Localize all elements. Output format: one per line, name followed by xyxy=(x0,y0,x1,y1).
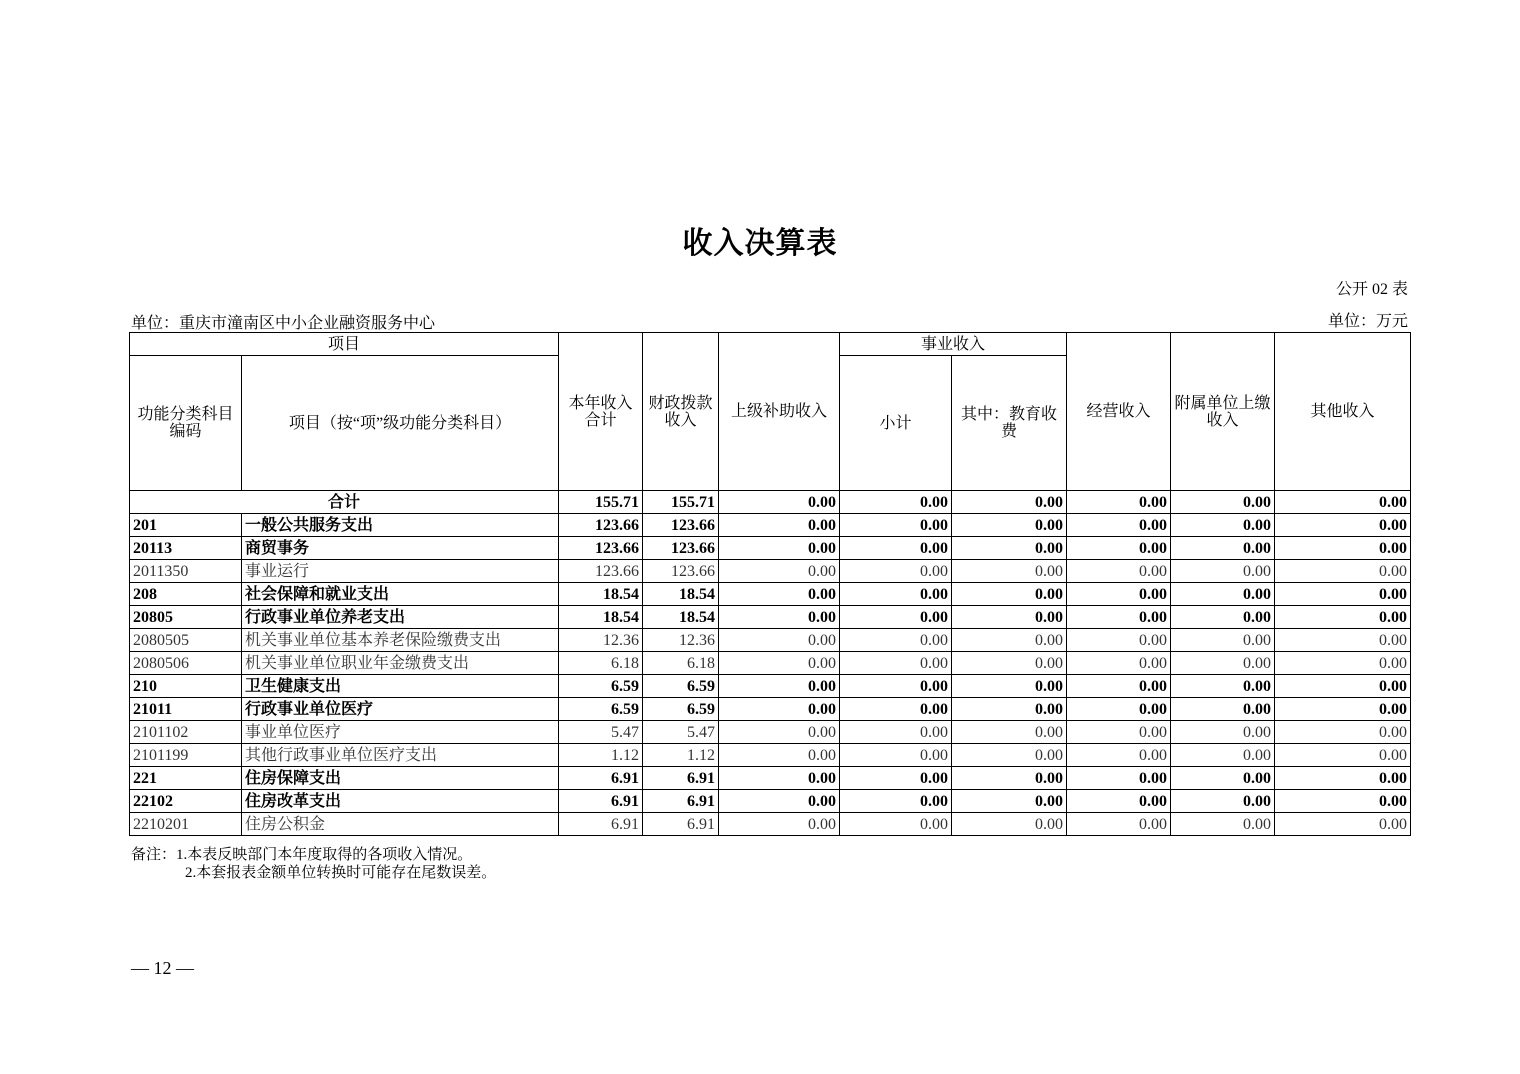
row-code: 201 xyxy=(130,514,242,537)
row-value: 0.00 xyxy=(719,560,840,583)
row-value: 6.91 xyxy=(643,790,719,813)
page-number: — 12 — xyxy=(131,958,194,978)
header-superior: 上级补助收入 xyxy=(719,333,840,491)
table-body xyxy=(130,491,1411,836)
row-value: 6.59 xyxy=(643,675,719,698)
table-row xyxy=(130,744,1411,767)
row-value: 0.00 xyxy=(1171,514,1275,537)
row-value: 0.00 xyxy=(1275,813,1411,836)
total-cell: 0.00 xyxy=(840,491,952,514)
row-value: 0.00 xyxy=(1275,583,1411,606)
table-row xyxy=(130,606,1411,629)
header-fiscal: 财政拨款收入 xyxy=(643,333,719,491)
row-value: 0.00 xyxy=(1067,629,1171,652)
row-value: 18.54 xyxy=(643,606,719,629)
row-value: 6.91 xyxy=(643,813,719,836)
row-value: 0.00 xyxy=(1171,721,1275,744)
row-value: 0.00 xyxy=(1171,583,1275,606)
row-value: 0.00 xyxy=(1275,606,1411,629)
row-value: 123.66 xyxy=(559,514,643,537)
row-value: 0.00 xyxy=(1067,606,1171,629)
row-value: 6.18 xyxy=(643,652,719,675)
header-education: 其中：教育收费 xyxy=(952,356,1067,491)
row-code: 208 xyxy=(130,583,242,606)
row-value: 0.00 xyxy=(952,606,1067,629)
row-value: 6.91 xyxy=(559,813,643,836)
row-value: 0.00 xyxy=(952,514,1067,537)
table-row xyxy=(130,767,1411,790)
row-value: 0.00 xyxy=(1067,744,1171,767)
table-row xyxy=(130,813,1411,836)
table-row xyxy=(130,629,1411,652)
row-value: 0.00 xyxy=(1067,514,1171,537)
table-row xyxy=(130,652,1411,675)
row-name: 机关事业单位基本养老保险缴费支出 xyxy=(242,629,559,652)
row-value: 0.00 xyxy=(719,698,840,721)
row-value: 0.00 xyxy=(1171,790,1275,813)
row-value: 6.91 xyxy=(559,790,643,813)
row-value: 6.18 xyxy=(559,652,643,675)
row-value: 0.00 xyxy=(719,514,840,537)
row-name: 事业单位医疗 xyxy=(242,721,559,744)
row-value: 0.00 xyxy=(1171,698,1275,721)
row-value: 0.00 xyxy=(840,698,952,721)
row-value: 0.00 xyxy=(1275,537,1411,560)
row-value: 1.12 xyxy=(643,744,719,767)
row-value: 0.00 xyxy=(840,813,952,836)
row-name: 商贸事务 xyxy=(242,537,559,560)
row-value: 0.00 xyxy=(952,698,1067,721)
notes xyxy=(131,846,496,882)
row-value: 18.54 xyxy=(559,606,643,629)
row-code: 2101102 xyxy=(130,721,242,744)
row-value: 0.00 xyxy=(952,675,1067,698)
income-statement-table xyxy=(129,332,1411,836)
row-value: 12.36 xyxy=(643,629,719,652)
row-value: 5.47 xyxy=(559,721,643,744)
row-value: 0.00 xyxy=(719,675,840,698)
header-subtotal: 小计 xyxy=(840,356,952,491)
row-value: 0.00 xyxy=(840,583,952,606)
row-value: 0.00 xyxy=(952,790,1067,813)
row-name: 行政事业单位养老支出 xyxy=(242,606,559,629)
row-value: 6.91 xyxy=(643,767,719,790)
row-code: 2080505 xyxy=(130,629,242,652)
row-value: 0.00 xyxy=(952,560,1067,583)
row-code: 21011 xyxy=(130,698,242,721)
table-row xyxy=(130,537,1411,560)
row-value: 123.66 xyxy=(643,514,719,537)
row-value: 0.00 xyxy=(1171,767,1275,790)
table-row xyxy=(130,721,1411,744)
row-value: 0.00 xyxy=(840,652,952,675)
header-total: 本年收入合计 xyxy=(559,333,643,491)
row-value: 123.66 xyxy=(559,560,643,583)
row-value: 1.12 xyxy=(559,744,643,767)
row-name: 住房保障支出 xyxy=(242,767,559,790)
note-line-1: 备注：1.本表反映部门本年度取得的各项收入情况。 xyxy=(131,847,473,863)
row-value: 0.00 xyxy=(952,813,1067,836)
row-name: 一般公共服务支出 xyxy=(242,514,559,537)
row-code: 2011350 xyxy=(130,560,242,583)
row-value: 0.00 xyxy=(1171,744,1275,767)
row-name: 住房改革支出 xyxy=(242,790,559,813)
row-value: 0.00 xyxy=(840,675,952,698)
row-value: 0.00 xyxy=(719,744,840,767)
row-value: 0.00 xyxy=(719,790,840,813)
row-value: 0.00 xyxy=(719,767,840,790)
row-value: 0.00 xyxy=(1275,514,1411,537)
row-value: 0.00 xyxy=(1171,537,1275,560)
header-row-1 xyxy=(130,333,1411,356)
row-value: 0.00 xyxy=(1171,675,1275,698)
row-code: 20113 xyxy=(130,537,242,560)
row-value: 0.00 xyxy=(840,560,952,583)
row-value: 0.00 xyxy=(1275,675,1411,698)
header-other: 其他收入 xyxy=(1275,333,1411,491)
total-label: 合计 xyxy=(130,491,559,514)
total-cell: 0.00 xyxy=(1067,491,1171,514)
row-value: 0.00 xyxy=(1067,537,1171,560)
total-cell: 0.00 xyxy=(719,491,840,514)
row-name: 社会保障和就业支出 xyxy=(242,583,559,606)
row-value: 0.00 xyxy=(719,606,840,629)
row-value: 0.00 xyxy=(952,583,1067,606)
row-value: 0.00 xyxy=(1275,629,1411,652)
row-value: 18.54 xyxy=(559,583,643,606)
row-value: 0.00 xyxy=(952,767,1067,790)
row-value: 0.00 xyxy=(1275,560,1411,583)
row-code: 20805 xyxy=(130,606,242,629)
currency-unit: 单位：万元 xyxy=(1327,313,1408,330)
total-row xyxy=(130,491,1411,514)
row-name: 卫生健康支出 xyxy=(242,675,559,698)
row-value: 6.59 xyxy=(643,698,719,721)
total-cell: 0.00 xyxy=(1171,491,1275,514)
row-value: 0.00 xyxy=(1067,652,1171,675)
table-row xyxy=(130,698,1411,721)
row-value: 0.00 xyxy=(1171,606,1275,629)
row-name: 其他行政事业单位医疗支出 xyxy=(242,744,559,767)
row-value: 0.00 xyxy=(1171,652,1275,675)
row-value: 0.00 xyxy=(1067,813,1171,836)
row-value: 0.00 xyxy=(1067,767,1171,790)
row-value: 0.00 xyxy=(719,629,840,652)
row-code: 210 xyxy=(130,675,242,698)
row-value: 0.00 xyxy=(840,790,952,813)
table-row xyxy=(130,675,1411,698)
table-row xyxy=(130,560,1411,583)
row-code: 2210201 xyxy=(130,813,242,836)
row-value: 0.00 xyxy=(719,537,840,560)
row-value: 12.36 xyxy=(559,629,643,652)
row-value: 0.00 xyxy=(952,537,1067,560)
row-value: 0.00 xyxy=(1067,560,1171,583)
row-value: 0.00 xyxy=(952,744,1067,767)
row-value: 0.00 xyxy=(840,514,952,537)
row-value: 0.00 xyxy=(1067,790,1171,813)
row-code: 2101199 xyxy=(130,744,242,767)
row-name: 住房公积金 xyxy=(242,813,559,836)
row-name: 机关事业单位职业年金缴费支出 xyxy=(242,652,559,675)
row-value: 0.00 xyxy=(1275,744,1411,767)
row-code: 221 xyxy=(130,767,242,790)
row-code: 2080506 xyxy=(130,652,242,675)
row-value: 0.00 xyxy=(1067,698,1171,721)
total-cell: 155.71 xyxy=(643,491,719,514)
row-value: 0.00 xyxy=(840,537,952,560)
note-line-2: 2.本套报表金额单位转换时可能存在尾数误差。 xyxy=(185,865,497,881)
row-name: 事业运行 xyxy=(242,560,559,583)
header-project: 项目 xyxy=(130,333,559,356)
table-row xyxy=(130,583,1411,606)
row-value: 0.00 xyxy=(840,744,952,767)
page-title: 收入决算表 xyxy=(682,227,838,260)
row-value: 0.00 xyxy=(1171,560,1275,583)
row-value: 0.00 xyxy=(840,767,952,790)
row-value: 0.00 xyxy=(1067,721,1171,744)
row-value: 0.00 xyxy=(1275,698,1411,721)
row-value: 0.00 xyxy=(1275,790,1411,813)
table-row xyxy=(130,790,1411,813)
row-value: 0.00 xyxy=(719,583,840,606)
header-code: 功能分类科目编码 xyxy=(130,356,242,491)
row-value: 0.00 xyxy=(1275,767,1411,790)
header-name: 项目（按“项”级功能分类科目） xyxy=(242,356,559,491)
row-value: 5.47 xyxy=(643,721,719,744)
row-name: 行政事业单位医疗 xyxy=(242,698,559,721)
row-value: 6.59 xyxy=(559,675,643,698)
header-affiliated: 附属单位上缴收入 xyxy=(1171,333,1275,491)
row-code: 22102 xyxy=(130,790,242,813)
row-value: 0.00 xyxy=(719,652,840,675)
row-value: 0.00 xyxy=(1275,721,1411,744)
row-value: 0.00 xyxy=(1171,629,1275,652)
row-value: 0.00 xyxy=(1067,675,1171,698)
row-value: 0.00 xyxy=(840,629,952,652)
row-value: 0.00 xyxy=(1275,652,1411,675)
row-value: 0.00 xyxy=(952,652,1067,675)
total-cell: 0.00 xyxy=(952,491,1067,514)
row-value: 123.66 xyxy=(643,560,719,583)
header-business-group: 事业收入 xyxy=(840,333,1067,356)
row-value: 123.66 xyxy=(643,537,719,560)
row-value: 0.00 xyxy=(719,813,840,836)
row-value: 0.00 xyxy=(840,606,952,629)
table-row xyxy=(130,514,1411,537)
row-value: 6.59 xyxy=(559,698,643,721)
row-value: 6.91 xyxy=(559,767,643,790)
header-operating: 经营收入 xyxy=(1067,333,1171,491)
total-cell: 0.00 xyxy=(1275,491,1411,514)
form-number: 公开 02 表 xyxy=(1335,281,1408,298)
row-value: 0.00 xyxy=(719,721,840,744)
row-value: 0.00 xyxy=(1067,583,1171,606)
total-cell: 155.71 xyxy=(559,491,643,514)
row-value: 0.00 xyxy=(952,629,1067,652)
row-value: 123.66 xyxy=(559,537,643,560)
row-value: 0.00 xyxy=(1171,813,1275,836)
row-value: 0.00 xyxy=(952,721,1067,744)
row-value: 18.54 xyxy=(643,583,719,606)
row-value: 0.00 xyxy=(840,721,952,744)
reporting-unit: 单位：重庆市潼南区中小企业融资服务中心 xyxy=(131,315,436,332)
